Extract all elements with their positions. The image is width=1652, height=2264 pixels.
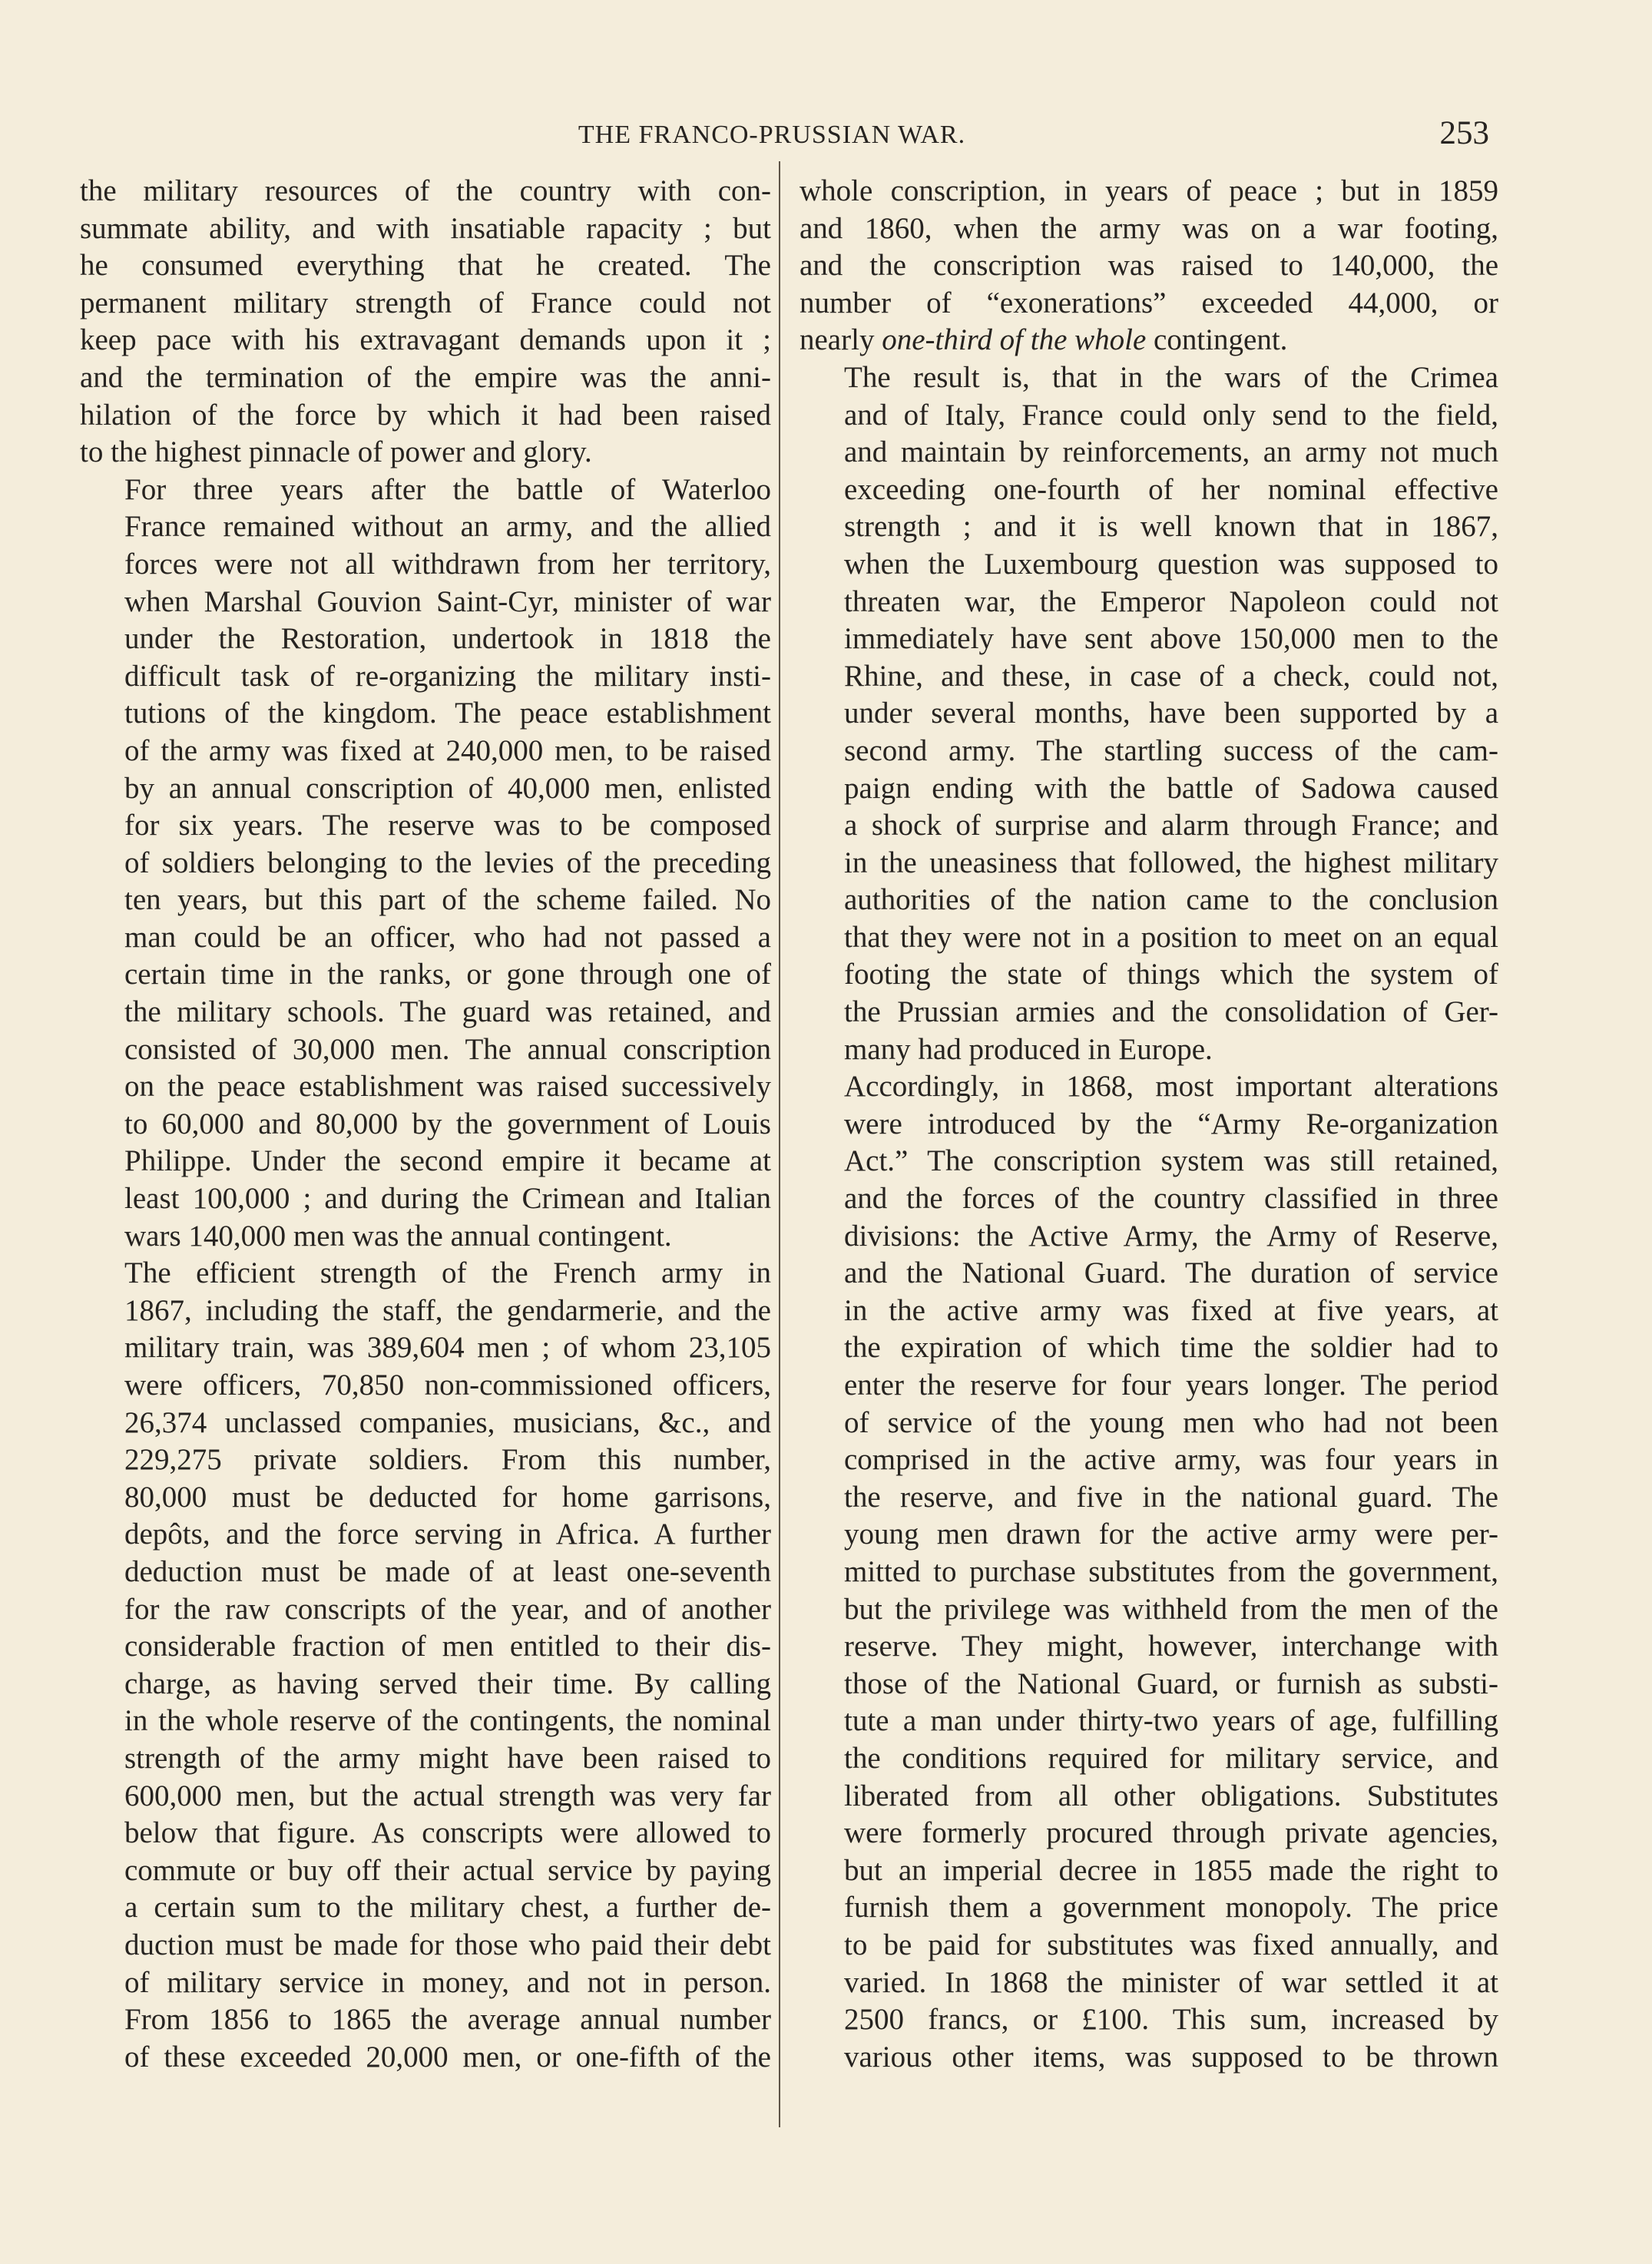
text-line: wars 140,000 men was the annual contingent. — [124, 1219, 672, 1253]
text-line: 600,000 men, but the actual strength was very far — [124, 1779, 771, 1812]
text-line: enter the reserve for four years longer. The period — [844, 1369, 1498, 1402]
text-line: and the National Guard. The duration of service — [844, 1256, 1498, 1290]
text-line: 80,000 must be deducted for home garrisons, — [124, 1480, 771, 1514]
text-line: footing the state of things which the system of — [844, 958, 1498, 991]
text-line: 26,374 unclassed companies, musicians, &c., and — [124, 1405, 771, 1439]
text-line: but the privilege was withheld from the men of the — [844, 1592, 1498, 1626]
text-line: in the uneasiness that followed, the highest military — [844, 846, 1498, 879]
text-line: a certain sum to the military chest, a further de- — [124, 1891, 771, 1925]
text-line: paign ending with the battle of Sadowa caused — [844, 771, 1498, 805]
text-line: man could be an officer, who had not passed a — [124, 920, 771, 954]
text-line: under the Restoration, undertook in 1818 the — [124, 622, 771, 656]
text-run: nearly — [800, 323, 882, 357]
text-line: on the peace establishment was raised successively — [124, 1070, 771, 1104]
paragraph — [800, 359, 1498, 1068]
page-number: 253 — [1439, 115, 1489, 151]
paragraph — [800, 1068, 1498, 2076]
text-line: of soldiers belonging to the levies of the preceding — [124, 846, 771, 879]
text-line: forces were not all withdrawn from her territory, — [124, 547, 771, 581]
text-line: varied. In 1868 the minister of war settled it at — [844, 1965, 1498, 1999]
text-line: military train, was 389,604 men ; of whom 23,105 — [124, 1331, 771, 1365]
text-line: in the whole reserve of the contingents, the nominal — [124, 1704, 771, 1738]
text-line: for the raw conscripts of the year, and of another — [124, 1592, 771, 1626]
text-line: the conditions required for military service, and — [844, 1741, 1498, 1775]
text-line: of service of the young men who had not been — [844, 1405, 1498, 1439]
text-line: for six years. The reserve was to be composed — [124, 809, 771, 842]
text-line: least 100,000 ; and during the Crimean and Italian — [124, 1182, 771, 1216]
text-line: 229,275 private soldiers. From this number, — [124, 1443, 771, 1477]
text-line: young men drawn for the active army were per- — [844, 1518, 1498, 1551]
text-line: various other items, was supposed to be thrown — [844, 2040, 1498, 2074]
text-line: by an annual conscription of 40,000 men, enlisted — [124, 771, 771, 805]
text-line: consisted of 30,000 men. The annual conscription — [124, 1032, 771, 1066]
text-line: certain time in the ranks, or gone through one of — [124, 958, 771, 991]
text-line: ten years, but this part of the scheme failed. No — [124, 883, 771, 917]
text-line: strength of the army might have been raised to — [124, 1741, 771, 1775]
text-line: of these exceeded 20,000 men, or one-fifth of the — [124, 2040, 771, 2074]
text-line: deduction must be made of at least one-seventh — [124, 1554, 771, 1588]
text-line: considerable fraction of men entitled to their dis- — [124, 1630, 771, 1663]
text-line: he consumed everything that he created. The — [80, 249, 771, 283]
text-line: commute or buy off their actual service by paying — [124, 1853, 771, 1887]
text-line: the expiration of which time the soldier had to — [844, 1331, 1498, 1365]
text-line: below that figure. As conscripts were allowed to — [124, 1816, 771, 1850]
text-line: the military schools. The guard was retained, and — [124, 995, 771, 1029]
text-run: contingent. — [1146, 323, 1288, 357]
right-column — [800, 173, 1498, 2076]
text-line: of the army was fixed at 240,000 men, to be raised — [124, 733, 771, 767]
text-line: to the highest pinnacle of power and glory. — [80, 435, 592, 469]
text-line: reserve. They might, however, interchange with — [844, 1630, 1498, 1663]
text-line: tute a man under thirty-two years of age, fulfilling — [844, 1704, 1498, 1738]
text-line: immediately have sent above 150,000 men to the — [844, 622, 1498, 656]
column-divider — [779, 161, 780, 2127]
text-line: exceeding one-fourth of her nominal effective — [844, 472, 1498, 506]
text-line: Act.” The conscription system was still retained, — [844, 1144, 1498, 1178]
text-line: that they were not in a position to meet on an equal — [844, 920, 1498, 954]
text-line: whole conscription, in years of peace ; but in 1859 — [800, 174, 1498, 207]
text-line: tutions of the kingdom. The peace establishment — [124, 697, 771, 730]
text-line: 1867, including the staff, the gendarmerie, and the — [124, 1293, 771, 1327]
italic-phrase: one-third of the whole — [882, 323, 1147, 357]
text-line: difficult task of re-organizing the military insti- — [124, 659, 771, 693]
text-line: many had produced in Europe. — [844, 1032, 1213, 1066]
text-line: charge, as having served their time. By calling — [124, 1667, 771, 1700]
text-line: the military resources of the country with con- — [80, 174, 771, 207]
text-line: but an imperial decree in 1855 made the right to — [844, 1853, 1498, 1887]
left-column — [80, 173, 771, 2076]
text-line: and the termination of the empire was the anni- — [80, 360, 771, 394]
text-line: Rhine, and these, in case of a check, could not, — [844, 659, 1498, 693]
text-line: to be paid for substitutes was fixed annually, and — [844, 1928, 1498, 1961]
text-line: strength ; and it is well known that in 1867, — [844, 510, 1498, 544]
text-line: France remained without an army, and the allied — [124, 510, 771, 544]
text-line: when the Luxembourg question was supposed to — [844, 547, 1498, 581]
text-line: and the conscription was raised to 140,000, the — [800, 249, 1498, 283]
text-line — [800, 322, 1498, 359]
text-line: were officers, 70,850 non-commissioned officers, — [124, 1369, 771, 1402]
text-line: mitted to purchase substitutes from the government, — [844, 1554, 1498, 1588]
text-line: For three years after the battle of Waterloo — [124, 472, 771, 506]
text-line: number of “exonerations” exceeded 44,000, or — [800, 286, 1498, 319]
paragraph — [80, 472, 771, 1255]
text-line: 2500 francs, or £100. This sum, increased by — [844, 2003, 1498, 2037]
running-title: THE FRANCO-PRUSSIAN WAR. — [578, 121, 966, 149]
text-line: depôts, and the force serving in Africa. A further — [124, 1518, 771, 1551]
text-line: Philippe. Under the second empire it became at — [124, 1144, 771, 1178]
text-line: Accordingly, in 1868, most important alterations — [844, 1070, 1498, 1104]
paragraph — [80, 1255, 771, 2076]
paragraph — [80, 173, 771, 472]
text-line: furnish them a government monopoly. The price — [844, 1891, 1498, 1925]
text-line: second army. The startling success of the cam- — [844, 733, 1498, 767]
text-line: were introduced by the “Army Re-organization — [844, 1107, 1498, 1140]
text-line: the Prussian armies and the consolidation of Ger- — [844, 995, 1498, 1029]
text-line: the reserve, and five in the national guard. The — [844, 1480, 1498, 1514]
text-line: summate ability, and with insatiable rapacity ; but — [80, 211, 771, 245]
text-line: and of Italy, France could only send to the field, — [844, 398, 1498, 432]
text-line: under several months, have been supported by a — [844, 697, 1498, 730]
text-line: comprised in the active army, was four years in — [844, 1443, 1498, 1477]
text-line: liberated from all other obligations. Substitutes — [844, 1779, 1498, 1812]
text-line: were formerly procured through private agencies, — [844, 1816, 1498, 1850]
text-line: threaten war, the Emperor Napoleon could not — [844, 584, 1498, 618]
paragraph — [800, 173, 1498, 359]
text-line: permanent military strength of France could not — [80, 286, 771, 319]
text-line: those of the National Guard, or furnish as substi- — [844, 1667, 1498, 1700]
text-line: divisions: the Active Army, the Army of Reserve, — [844, 1219, 1498, 1253]
text-line: and the forces of the country classified in three — [844, 1182, 1498, 1216]
text-line: in the active army was fixed at five years, at — [844, 1293, 1498, 1327]
text-line: a shock of surprise and alarm through France; and — [844, 809, 1498, 842]
text-line: authorities of the nation came to the conclusion — [844, 883, 1498, 917]
text-line: From 1856 to 1865 the average annual number — [124, 2003, 771, 2037]
text-line: and maintain by reinforcements, an army not much — [844, 435, 1498, 469]
text-line: duction must be made for those who paid their debt — [124, 1928, 771, 1961]
text-line: to 60,000 and 80,000 by the government of Louis — [124, 1107, 771, 1140]
text-line: when Marshal Gouvion Saint-Cyr, minister of war — [124, 584, 771, 618]
text-line: keep pace with his extravagant demands upon it ; — [80, 323, 771, 357]
text-line: hilation of the force by which it had been raised — [80, 398, 771, 432]
text-line: of military service in money, and not in person. — [124, 1965, 771, 1999]
text-line: The efficient strength of the French army in — [124, 1256, 771, 1290]
text-line: The result is, that in the wars of the Crimea — [844, 360, 1498, 394]
text-line: and 1860, when the army was on a war footing, — [800, 211, 1498, 245]
